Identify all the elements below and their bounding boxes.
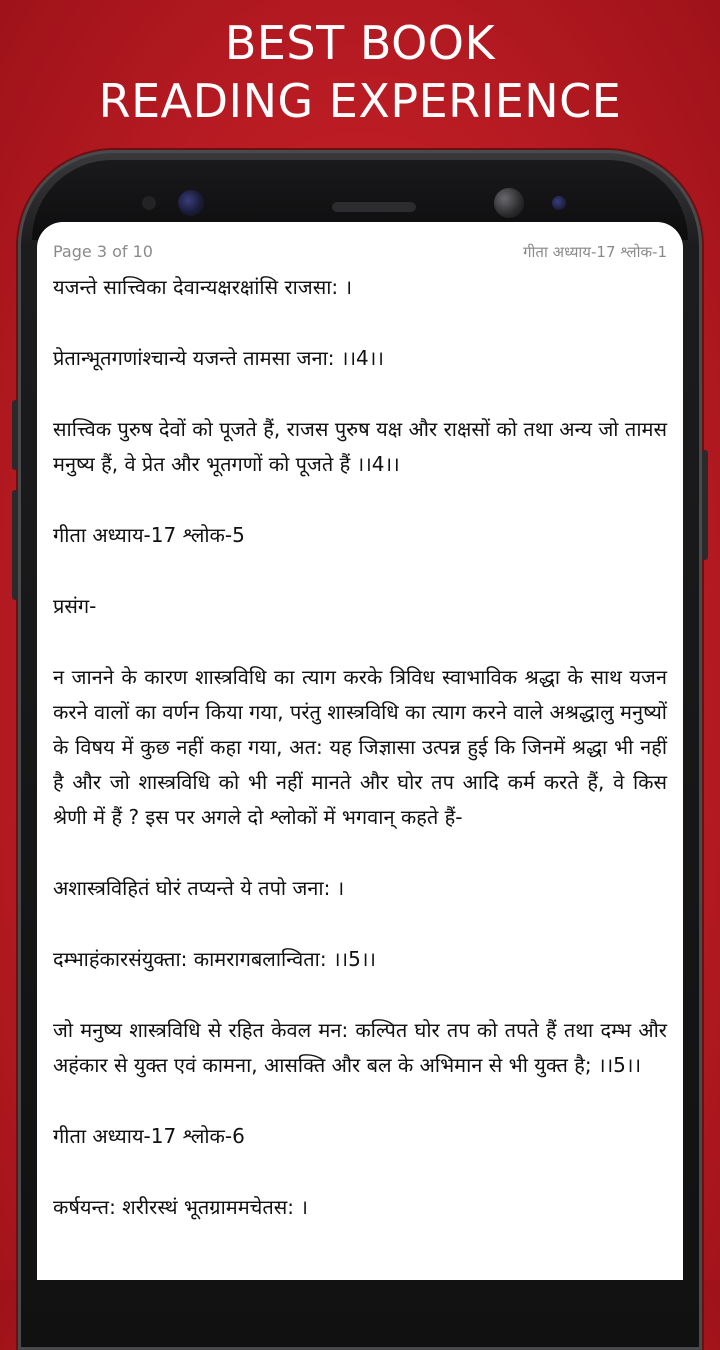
earpiece-speaker bbox=[332, 202, 416, 212]
chapter-reference: गीता अध्याय-17 श्लोक-1 bbox=[523, 243, 667, 261]
section-heading: गीता अध्याय-17 श्लोक-5 bbox=[53, 523, 245, 547]
front-camera-icon bbox=[494, 188, 524, 218]
page-header bbox=[53, 242, 667, 264]
context-label: प्रसंग- bbox=[53, 594, 97, 618]
proximity-sensor-icon bbox=[142, 196, 156, 210]
verse-line: प्रेतान्भूतगणांश्चान्ये यजन्ते तामसा जना: ।।4।। bbox=[53, 346, 384, 370]
promo-headline bbox=[0, 14, 720, 130]
bixby-key bbox=[12, 490, 18, 600]
promo-line-1: BEST BOOK bbox=[224, 16, 496, 70]
translation-paragraph: जो मनुष्य शास्त्रविधि से रहित केवल मन: कल्पित घोर तप को तपते हैं तथा दम्भ और अहंकार से युक्त एवं कामना, आसक्ति और बल के अभिमान से भी युक्त है; ।।5।। bbox=[53, 1018, 667, 1077]
promo-line-2: READING EXPERIENCE bbox=[98, 74, 622, 128]
section-heading: गीता अध्याय-17 श्लोक-6 bbox=[53, 1124, 245, 1148]
verse-line: दम्भाहंकारसंयुक्ता: कामरागबलान्विता: ।।5।। bbox=[53, 947, 376, 971]
page-indicator: Page 3 of 10 bbox=[53, 242, 153, 261]
book-text[interactable] bbox=[53, 270, 667, 1261]
power-key bbox=[702, 450, 708, 560]
context-paragraph: न जानने के कारण शास्त्रविधि का त्याग करके त्रिविध स्वाभाविक श्रद्धा के साथ यजन करने वालों का वर्णन किया गया, परंतु शास्त्रविधि का त्याग करने वाले अश्रद्धालु मनुष्यों के विषय में कुछ नहीं कहा गया, अत: यह जिज्ञासा उत्पन्न हुई कि जिनमें श्रद्धा भी नहीं है और जो शास्त्रविधि को भी नहीं मानते और घोर तप आदि कर्म करते हैं, वे किस श्रेणी में हैं ? इस पर अगले दो श्लोकों में भगवान् कहते हैं- bbox=[53, 665, 667, 829]
volume-key bbox=[12, 400, 18, 470]
verse-line: यजन्ते सात्त्विका देवान्यक्षरक्षांसि राजसा: । bbox=[53, 275, 353, 299]
light-sensor-icon bbox=[552, 196, 566, 210]
reader-screen[interactable] bbox=[37, 222, 683, 1280]
translation-paragraph: सात्त्विक पुरुष देवों को पूजते हैं, राजस पुरुष यक्ष और राक्षसों को तथा अन्य जो तामस मनुष्य हैं, वे प्रेत और भूतगणों को पूजते हैं ।।4।। bbox=[53, 417, 667, 476]
verse-line: अशास्त्रविहितं घोरं तप्यन्ते ये तपो जना: । bbox=[53, 876, 345, 900]
iris-scanner-icon bbox=[178, 190, 204, 216]
verse-line: कर्षयन्त: शरीरस्थं भूतग्राममचेतस: । bbox=[53, 1195, 308, 1219]
